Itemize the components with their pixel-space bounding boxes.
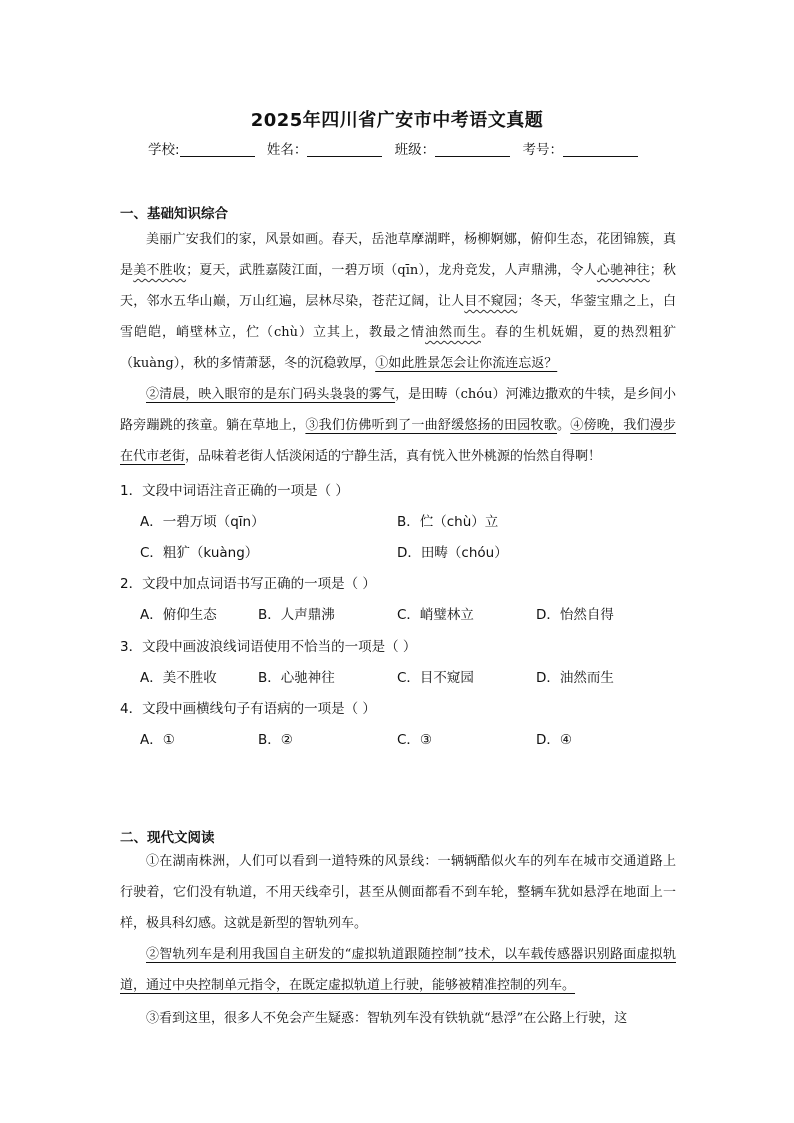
underlined-sentence-4: ④傍晚，我们漫步在代市老街 <box>120 418 676 464</box>
question-2-stem: 2．文段中加点词语书写正确的一项是（ ） <box>120 576 376 592</box>
question-2-option-a[interactable]: A．俯仰生态 <box>140 607 217 623</box>
name-label: 姓名： <box>266 142 308 158</box>
question-1-option-c[interactable]: C．粗犷（kuàng） <box>140 545 259 561</box>
exam-number-blank[interactable] <box>563 142 638 157</box>
school-label: 学校: <box>148 142 180 158</box>
school-blank[interactable] <box>180 142 255 157</box>
question-4-option-c[interactable]: C．③ <box>397 732 433 748</box>
student-info-row <box>0 138 794 158</box>
underlined-sentence-3: ③我们仿佛听到了一曲舒缓悠扬的田园牧歌 <box>305 418 558 433</box>
exam-number-label: 考号： <box>522 142 563 158</box>
class-blank[interactable] <box>435 142 510 157</box>
text-run: 美丽广安我们的家，风景如画。春天，岳池草摩湖畔，杨柳婀娜，俯仰生态，花团锦簇，真是 <box>120 232 676 278</box>
question-2-option-d[interactable]: D．怡然自得 <box>536 607 614 623</box>
section1-paragraph-2 <box>120 379 676 472</box>
question-2-option-c[interactable]: C．峭璧林立 <box>397 607 474 623</box>
class-label: 班级： <box>394 142 436 158</box>
section2-paragraph-2: ②智轨列车是利用我国自主研发的“虚拟轨道跟随控制”技术，以车载传感器识别路面虚拟轨道，通过中央控制单元指令，在既定虚拟轨道上行驶，能够被精准控制的列车。 <box>120 947 676 993</box>
section2-paragraph-1: ①在湖南株洲，人们可以看到一道特殊的风景线：一辆辆酷似火车的列车在城市交通道路上行驶着，它们没有轨道，不用天线牵引，甚至从侧面都看不到车轮，整辆车犹如悬浮在地面上一样，极具科幻感。这就是新型的智轨列车。 <box>120 854 676 931</box>
underlined-sentence-2: ②清晨，映入眼帘的是东门码头袅袅的雾气 <box>146 387 396 402</box>
text-run: ；秋天，邻水五华山巅，万山红遍，层林尽染，苍茫辽阔，让人 <box>120 263 676 309</box>
question-1-option-d[interactable]: D．田畴（chóu） <box>397 545 508 561</box>
question-4-option-b[interactable]: B．② <box>258 732 293 748</box>
text-run: 。春的生机妩媚，夏的热烈粗犷（kuàng），秋的多情萧瑟，冬的沉稳敦厚， <box>120 325 676 371</box>
question-3-option-d[interactable]: D．油然而生 <box>536 670 614 686</box>
question-2-option-b[interactable]: B．人声鼎沸 <box>258 607 335 623</box>
question-4-option-d[interactable]: D．④ <box>536 732 572 748</box>
question-3-option-a[interactable]: A．美不胜收 <box>140 670 217 686</box>
question-3-option-b[interactable]: B．心驰神往 <box>258 670 335 686</box>
question-1-option-a[interactable]: A．一碧万顷（qīn） <box>140 514 265 530</box>
underlined-sentence-1: ①如此胜景怎会让你流连忘返？ <box>375 356 558 371</box>
wavy-term-2: 心驰神往 <box>596 263 650 278</box>
question-4-stem: 4．文段中画横线句子有语病的一项是（ ） <box>120 701 376 717</box>
wavy-term-1: 美不胜收 <box>133 263 187 278</box>
question-3-stem: 3．文段中画波浪线词语使用不恰当的一项是（ ） <box>120 639 417 655</box>
question-1-stem: 1．文段中词语注音正确的一项是（ ） <box>120 483 349 499</box>
text-run: 。 <box>557 418 571 433</box>
question-4-option-a[interactable]: A．① <box>140 732 175 748</box>
section2-paragraph-3: ③看到这里，很多人不免会产生疑惑：智轨列车没有铁轨就“悬浮”在公路上行驶，这 <box>146 1011 628 1026</box>
text-run: ；冬天，华蓥宝鼎之上，白雪皑皑，峭壁林立，伫（chù）立其上，教最之情 <box>120 294 676 340</box>
question-3-option-c[interactable]: C．目不窥园 <box>397 670 474 686</box>
text-run: ，品味着老街人恬淡闲适的宁静生活，真有恍入世外桃源的怡然自得啊！ <box>185 449 602 464</box>
text-run: ，是田畴（chóu）河滩边撒欢的牛犊，是乡间小路旁蹦跳的孩童。躺在草地上， <box>120 387 676 433</box>
question-1-option-b[interactable]: B．伫（chù）立 <box>397 514 499 530</box>
section2-heading: 二、现代文阅读 <box>120 830 215 846</box>
exam-title: 2025年四川省广安市中考语文真题 <box>250 110 544 131</box>
wavy-term-3: 目不窥园 <box>464 294 518 309</box>
text-run: ；夏天，武胜嘉陵江面，一碧万顷（qīn），龙舟竞发，人声鼎沸，令人 <box>186 263 597 278</box>
section1-paragraph-1 <box>120 224 676 379</box>
wavy-term-4: 油然而生 <box>425 325 481 340</box>
name-blank[interactable] <box>307 142 382 157</box>
section1-heading: 一、基础知识综合 <box>120 206 228 222</box>
